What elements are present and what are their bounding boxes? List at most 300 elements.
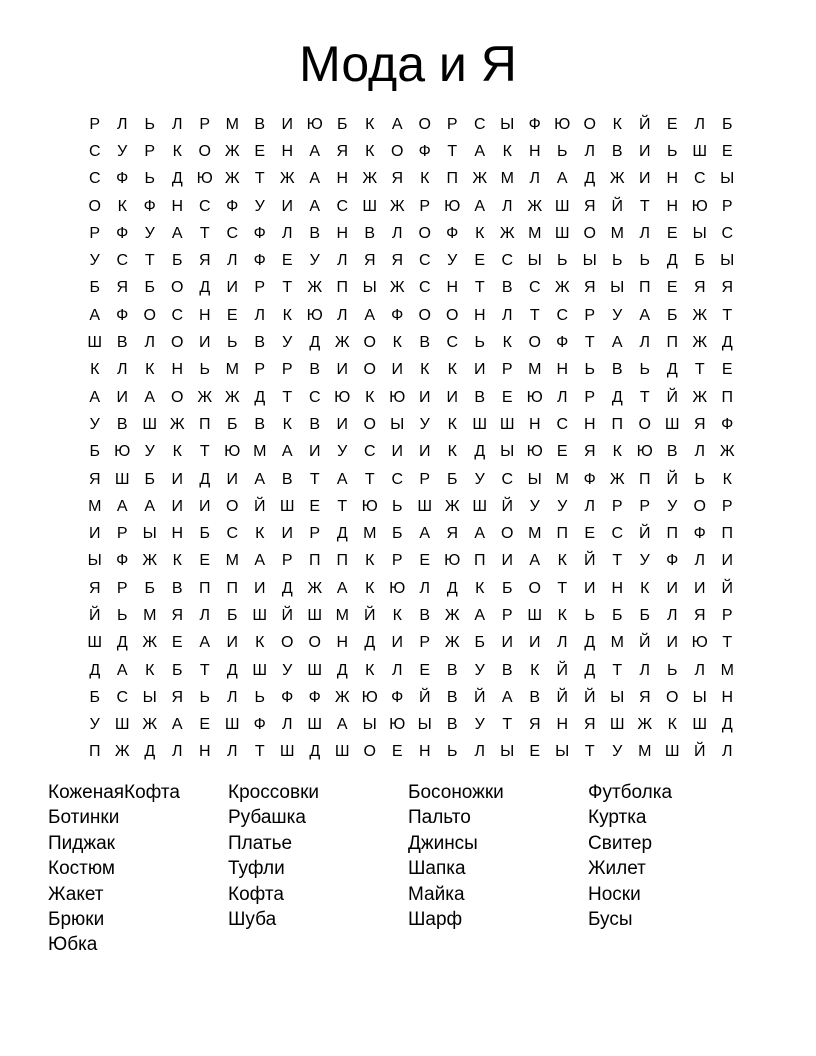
grid-letter: Р bbox=[584, 388, 596, 406]
grid-letter: К bbox=[612, 443, 622, 461]
grid-letter: Л bbox=[117, 361, 128, 379]
grid-letter: Б bbox=[172, 661, 183, 679]
grid-letter: Д bbox=[721, 334, 733, 352]
grid-letter: Л bbox=[282, 716, 293, 734]
grid-letter: Р bbox=[721, 497, 733, 515]
grid-letter: Р bbox=[199, 115, 211, 133]
grid-letter: Й bbox=[254, 497, 266, 515]
grid-letter: Е bbox=[721, 361, 733, 379]
grid-letter: Е bbox=[226, 306, 238, 324]
grid-letter: К bbox=[447, 443, 457, 461]
grid-letter: Ь bbox=[144, 170, 155, 188]
grid-row bbox=[81, 466, 741, 493]
grid-letter: Я bbox=[171, 688, 184, 706]
word-list-item: Жакет bbox=[48, 883, 104, 905]
grid-letter: В bbox=[309, 224, 321, 242]
grid-letter: Ш bbox=[334, 743, 350, 761]
grid-letter: И bbox=[226, 634, 238, 652]
grid-letter: Р bbox=[144, 142, 156, 160]
grid-letter: О bbox=[418, 224, 431, 242]
grid-letter: Д bbox=[611, 388, 623, 406]
grid-letter: У bbox=[419, 415, 430, 433]
grid-letter: Ш bbox=[87, 634, 103, 652]
grid-letter: Т bbox=[337, 497, 348, 515]
grid-letter: Ф bbox=[666, 552, 679, 570]
grid-letter: И bbox=[666, 579, 678, 597]
grid-letter: Я bbox=[583, 197, 596, 215]
grid-letter: К bbox=[502, 142, 512, 160]
grid-letter: Й bbox=[281, 606, 293, 624]
grid-letter: Ю bbox=[526, 388, 543, 406]
grid-letter: М bbox=[253, 443, 267, 461]
grid-letter: В bbox=[254, 334, 266, 352]
grid-letter: Ш bbox=[307, 716, 323, 734]
grid-letter: К bbox=[392, 606, 402, 624]
grid-letter: Ш bbox=[527, 606, 543, 624]
grid-letter: Е bbox=[584, 525, 596, 543]
grid-letter: В bbox=[116, 415, 128, 433]
grid-letter: Д bbox=[666, 252, 678, 270]
grid-letter: О bbox=[418, 115, 431, 133]
grid-letter: К bbox=[530, 661, 540, 679]
grid-letter: Р bbox=[391, 552, 403, 570]
grid-letter: У bbox=[89, 252, 100, 270]
grid-letter: У bbox=[337, 443, 348, 461]
grid-letter: М bbox=[555, 470, 569, 488]
grid-letter: Л bbox=[144, 334, 155, 352]
grid-letter: К bbox=[282, 306, 292, 324]
grid-letter: А bbox=[336, 716, 348, 734]
grid-letter: С bbox=[556, 415, 569, 433]
grid-letter: Ы bbox=[362, 716, 377, 734]
grid-letter: У bbox=[144, 224, 155, 242]
grid-letter: Е bbox=[556, 443, 568, 461]
grid-row bbox=[81, 220, 741, 247]
grid-letter: Ю bbox=[444, 197, 461, 215]
grid-letter: У bbox=[89, 415, 100, 433]
grid-letter: Р bbox=[639, 497, 651, 515]
grid-letter: К bbox=[612, 115, 622, 133]
grid-letter: Ы bbox=[692, 688, 707, 706]
grid-letter: С bbox=[363, 443, 376, 461]
grid-letter: К bbox=[420, 361, 430, 379]
grid-letter: Ю bbox=[361, 497, 378, 515]
grid-letter: М bbox=[143, 606, 157, 624]
grid-letter: А bbox=[474, 197, 486, 215]
grid-letter: К bbox=[145, 361, 155, 379]
grid-letter: И bbox=[336, 361, 348, 379]
grid-letter: Д bbox=[584, 170, 596, 188]
grid-letter: Я bbox=[363, 252, 376, 270]
grid-letter: Н bbox=[446, 279, 459, 297]
grid-letter: В bbox=[501, 279, 513, 297]
grid-letter: Л bbox=[667, 606, 678, 624]
grid-letter: Н bbox=[528, 142, 541, 160]
grid-letter: Д bbox=[199, 279, 211, 297]
grid-letter: Д bbox=[309, 334, 321, 352]
grid-letter: П bbox=[309, 552, 321, 570]
grid-letter: Е bbox=[309, 497, 321, 515]
word-list-item: Кроссовки bbox=[228, 782, 320, 803]
word-list-item: Пиджак bbox=[48, 832, 115, 854]
grid-letter: П bbox=[199, 415, 211, 433]
grid-letter: Р bbox=[721, 606, 733, 624]
grid-letter: С bbox=[336, 197, 349, 215]
grid-letter: М bbox=[528, 224, 542, 242]
grid-letter: С bbox=[88, 170, 101, 188]
grid-letter: Я bbox=[693, 415, 706, 433]
grid-row bbox=[81, 247, 741, 274]
grid-letter: Б bbox=[144, 279, 155, 297]
grid-letter: Й bbox=[584, 688, 596, 706]
grid-letter: Ы bbox=[362, 279, 377, 297]
grid-letter: Ю bbox=[306, 115, 323, 133]
grid-letter: Л bbox=[502, 197, 513, 215]
grid-letter: Ж bbox=[224, 170, 240, 188]
grid-letter: Й bbox=[556, 688, 568, 706]
grid-letter: Л bbox=[227, 252, 238, 270]
grid-letter: Ю bbox=[691, 197, 708, 215]
grid-letter: Ш bbox=[417, 497, 433, 515]
grid-letter: М bbox=[225, 115, 239, 133]
grid-letter: Р bbox=[419, 197, 431, 215]
grid-letter: Ш bbox=[472, 415, 488, 433]
grid-letter: Д bbox=[336, 661, 348, 679]
grid-letter: Ю bbox=[389, 716, 406, 734]
grid-letter: Т bbox=[447, 142, 458, 160]
grid-letter: Н bbox=[198, 743, 211, 761]
grid-letter: Ь bbox=[612, 252, 623, 270]
grid-letter: У bbox=[612, 306, 623, 324]
word-column bbox=[228, 780, 408, 958]
grid-letter: Л bbox=[557, 634, 568, 652]
grid-letter: О bbox=[638, 415, 651, 433]
grid-letter: П bbox=[611, 415, 623, 433]
grid-letter: М bbox=[88, 497, 102, 515]
grid-letter: Н bbox=[666, 197, 679, 215]
grid-letter: Й bbox=[419, 688, 431, 706]
grid-letter: Л bbox=[282, 224, 293, 242]
grid-letter: Р bbox=[89, 224, 101, 242]
grid-letter: Р bbox=[446, 115, 458, 133]
grid-letter: Й bbox=[639, 115, 651, 133]
grid-letter: П bbox=[639, 470, 651, 488]
grid-letter: Ь bbox=[474, 334, 485, 352]
grid-letter: Д bbox=[474, 443, 486, 461]
grid-letter: Б bbox=[474, 634, 485, 652]
grid-letter: А bbox=[254, 552, 266, 570]
grid-letter: Т bbox=[199, 443, 210, 461]
grid-letter: Е bbox=[501, 388, 513, 406]
grid-letter: Й bbox=[584, 552, 596, 570]
grid-letter: Б bbox=[227, 606, 238, 624]
grid-letter: Т bbox=[254, 743, 265, 761]
grid-letter: Я bbox=[446, 525, 459, 543]
grid-letter: А bbox=[309, 142, 321, 160]
grid-letter: О bbox=[198, 142, 211, 160]
grid-letter: Ф bbox=[253, 224, 266, 242]
grid-letter: Ф bbox=[116, 224, 129, 242]
grid-letter: У bbox=[89, 716, 100, 734]
grid-letter: Й bbox=[364, 606, 376, 624]
letter-grid bbox=[81, 111, 741, 766]
grid-letter: Р bbox=[281, 552, 293, 570]
grid-letter: Р bbox=[419, 634, 431, 652]
grid-letter: У bbox=[117, 142, 128, 160]
grid-letter: И bbox=[391, 361, 403, 379]
grid-letter: Я bbox=[88, 470, 101, 488]
grid-letter: С bbox=[556, 306, 569, 324]
grid-letter: И bbox=[501, 552, 513, 570]
grid-letter: Е bbox=[666, 224, 678, 242]
grid-letter: Ы bbox=[142, 525, 157, 543]
grid-letter: Ш bbox=[307, 606, 323, 624]
grid-letter: Р bbox=[721, 197, 733, 215]
grid-letter: Р bbox=[501, 361, 513, 379]
grid-letter: Б bbox=[172, 252, 183, 270]
grid-row bbox=[81, 493, 741, 520]
grid-letter: Ы bbox=[500, 743, 515, 761]
grid-letter: К bbox=[640, 579, 650, 597]
grid-letter: Я bbox=[336, 142, 349, 160]
grid-letter: Н bbox=[418, 743, 431, 761]
grid-letter: Т bbox=[694, 361, 705, 379]
grid-letter: П bbox=[336, 279, 348, 297]
grid-letter: А bbox=[309, 197, 321, 215]
grid-letter: Ф bbox=[281, 688, 294, 706]
grid-letter: Ь bbox=[254, 688, 265, 706]
grid-letter: У bbox=[557, 497, 568, 515]
grid-letter: Д bbox=[116, 634, 128, 652]
grid-letter: Т bbox=[557, 579, 568, 597]
grid-letter: И bbox=[584, 579, 596, 597]
grid-letter: Б bbox=[144, 579, 155, 597]
grid-letter: Ш bbox=[114, 716, 130, 734]
grid-letter: Ь bbox=[199, 361, 210, 379]
grid-letter: И bbox=[309, 443, 321, 461]
grid-letter: Ж bbox=[142, 634, 158, 652]
grid-letter: Ь bbox=[584, 361, 595, 379]
grid-letter: Ю bbox=[526, 443, 543, 461]
grid-letter: Т bbox=[529, 306, 540, 324]
grid-letter: Ш bbox=[362, 197, 378, 215]
grid-letter: Б bbox=[89, 443, 100, 461]
grid-letter: Ф bbox=[391, 688, 404, 706]
grid-letter: И bbox=[474, 361, 486, 379]
grid-letter: Ж bbox=[444, 606, 460, 624]
grid-letter: Д bbox=[281, 579, 293, 597]
grid-letter: Ж bbox=[609, 170, 625, 188]
grid-letter: Й bbox=[556, 661, 568, 679]
grid-letter: К bbox=[420, 170, 430, 188]
grid-row bbox=[81, 575, 741, 602]
grid-letter: Л bbox=[392, 661, 403, 679]
grid-letter: Т bbox=[282, 279, 293, 297]
grid-letter: П bbox=[199, 579, 211, 597]
word-list-item: Брюки bbox=[48, 909, 105, 931]
grid-letter: Ю bbox=[306, 306, 323, 324]
word-column bbox=[48, 780, 228, 958]
grid-letter: П bbox=[226, 579, 238, 597]
grid-letter: Ж bbox=[142, 716, 158, 734]
grid-letter: Н bbox=[666, 170, 679, 188]
grid-letter: Ы bbox=[720, 170, 735, 188]
grid-letter: Ф bbox=[116, 170, 129, 188]
grid-letter: И bbox=[446, 388, 458, 406]
grid-letter: Й bbox=[639, 634, 651, 652]
grid-letter: Ш bbox=[692, 142, 708, 160]
grid-letter: Ю bbox=[114, 443, 131, 461]
grid-row bbox=[81, 138, 741, 165]
grid-letter: А bbox=[529, 552, 541, 570]
grid-letter: У bbox=[474, 470, 485, 488]
grid-letter: И bbox=[639, 170, 651, 188]
grid-letter: В bbox=[666, 443, 678, 461]
grid-letter: А bbox=[474, 606, 486, 624]
grid-letter: Л bbox=[227, 688, 238, 706]
grid-letter: Т bbox=[584, 334, 595, 352]
grid-letter: О bbox=[418, 306, 431, 324]
grid-letter: А bbox=[116, 497, 128, 515]
grid-letter: Б bbox=[392, 525, 403, 543]
word-column bbox=[408, 780, 588, 958]
grid-letter: Т bbox=[474, 279, 485, 297]
grid-letter: Д bbox=[199, 470, 211, 488]
word-list-item: Джинсы bbox=[408, 832, 478, 854]
grid-row bbox=[81, 712, 741, 739]
grid-letter: Ь bbox=[557, 252, 568, 270]
grid-letter: Н bbox=[528, 415, 541, 433]
word-list-item: Носки bbox=[588, 883, 641, 905]
grid-letter: В bbox=[171, 579, 183, 597]
grid-letter: Ю bbox=[554, 115, 571, 133]
grid-letter: Ю bbox=[224, 443, 241, 461]
grid-letter: И bbox=[391, 634, 403, 652]
word-list-item: Футболка bbox=[588, 782, 673, 803]
grid-letter: Д bbox=[171, 170, 183, 188]
grid-letter: Т bbox=[144, 252, 155, 270]
grid-letter: Ю bbox=[691, 634, 708, 652]
grid-letter: И bbox=[226, 279, 238, 297]
grid-letter: А bbox=[419, 525, 431, 543]
grid-letter: С bbox=[116, 252, 129, 270]
grid-letter: Ы bbox=[582, 252, 597, 270]
grid-letter: Ф bbox=[418, 142, 431, 160]
grid-letter: Ж bbox=[169, 415, 185, 433]
grid-letter: О bbox=[88, 197, 101, 215]
grid-letter: Л bbox=[694, 443, 705, 461]
word-list bbox=[48, 780, 768, 958]
grid-letter: С bbox=[171, 306, 184, 324]
grid-letter: Т bbox=[612, 661, 623, 679]
grid-letter: Б bbox=[144, 470, 155, 488]
grid-letter: Р bbox=[501, 606, 513, 624]
grid-letter: С bbox=[446, 334, 459, 352]
grid-letter: Р bbox=[254, 279, 266, 297]
grid-letter: Ь bbox=[117, 606, 128, 624]
grid-letter: Л bbox=[584, 497, 595, 515]
grid-letter: Д bbox=[309, 743, 321, 761]
grid-letter: И bbox=[226, 470, 238, 488]
grid-letter: К bbox=[255, 525, 265, 543]
grid-letter: И bbox=[501, 634, 513, 652]
grid-letter: Ф bbox=[253, 252, 266, 270]
grid-letter: Ж bbox=[444, 497, 460, 515]
grid-letter: Ь bbox=[667, 142, 678, 160]
grid-letter: У bbox=[254, 197, 265, 215]
grid-letter: Ы bbox=[555, 743, 570, 761]
grid-letter: К bbox=[365, 552, 375, 570]
grid-letter: И bbox=[639, 142, 651, 160]
grid-letter: П bbox=[721, 525, 733, 543]
grid-letter: И bbox=[336, 415, 348, 433]
grid-letter: У bbox=[144, 443, 155, 461]
grid-letter: Н bbox=[171, 525, 184, 543]
grid-letter: Я bbox=[116, 279, 129, 297]
word-list-item: Жилет bbox=[588, 858, 646, 880]
grid-letter: Д bbox=[584, 634, 596, 652]
grid-letter: Я bbox=[583, 443, 596, 461]
grid-letter: Ф bbox=[583, 470, 596, 488]
grid-letter: А bbox=[254, 470, 266, 488]
grid-letter: Т bbox=[199, 661, 210, 679]
grid-letter: Н bbox=[556, 716, 569, 734]
grid-letter: А bbox=[171, 716, 183, 734]
grid-letter: Й bbox=[501, 497, 513, 515]
grid-letter: А bbox=[281, 443, 293, 461]
word-list-item: Свитер bbox=[588, 832, 653, 854]
grid-letter: Е bbox=[666, 115, 678, 133]
grid-letter: И bbox=[281, 115, 293, 133]
grid-letter: А bbox=[89, 306, 101, 324]
grid-letter: Ж bbox=[114, 743, 130, 761]
grid-letter: Л bbox=[199, 606, 210, 624]
grid-row bbox=[81, 329, 741, 356]
grid-letter: Б bbox=[639, 606, 650, 624]
grid-letter: И bbox=[529, 634, 541, 652]
grid-row bbox=[81, 111, 741, 138]
grid-letter: Л bbox=[584, 142, 595, 160]
grid-letter: Р bbox=[254, 361, 266, 379]
grid-letter: О bbox=[446, 306, 459, 324]
grid-letter: Ш bbox=[554, 197, 570, 215]
grid-letter: А bbox=[611, 334, 623, 352]
grid-letter: И bbox=[199, 497, 211, 515]
grid-letter: Е bbox=[254, 142, 266, 160]
grid-letter: И bbox=[281, 525, 293, 543]
grid-letter: Ш bbox=[692, 716, 708, 734]
grid-letter: В bbox=[446, 688, 458, 706]
grid-letter: В bbox=[529, 688, 541, 706]
grid-letter: А bbox=[556, 170, 568, 188]
grid-letter: У bbox=[529, 497, 540, 515]
grid-letter: Ф bbox=[446, 224, 459, 242]
grid-letter: О bbox=[363, 415, 376, 433]
word-list-item: Майка bbox=[408, 883, 465, 905]
grid-letter: И bbox=[419, 443, 431, 461]
grid-row bbox=[81, 439, 741, 466]
grid-letter: О bbox=[666, 688, 679, 706]
grid-letter: Ы bbox=[692, 224, 707, 242]
grid-letter: Ю bbox=[196, 170, 213, 188]
grid-row bbox=[81, 302, 741, 329]
grid-letter: Н bbox=[721, 688, 734, 706]
grid-letter: Й bbox=[639, 525, 651, 543]
grid-letter: Л bbox=[639, 334, 650, 352]
grid-letter: Р bbox=[116, 525, 128, 543]
grid-letter: Л bbox=[722, 743, 733, 761]
grid-letter: М bbox=[335, 606, 349, 624]
